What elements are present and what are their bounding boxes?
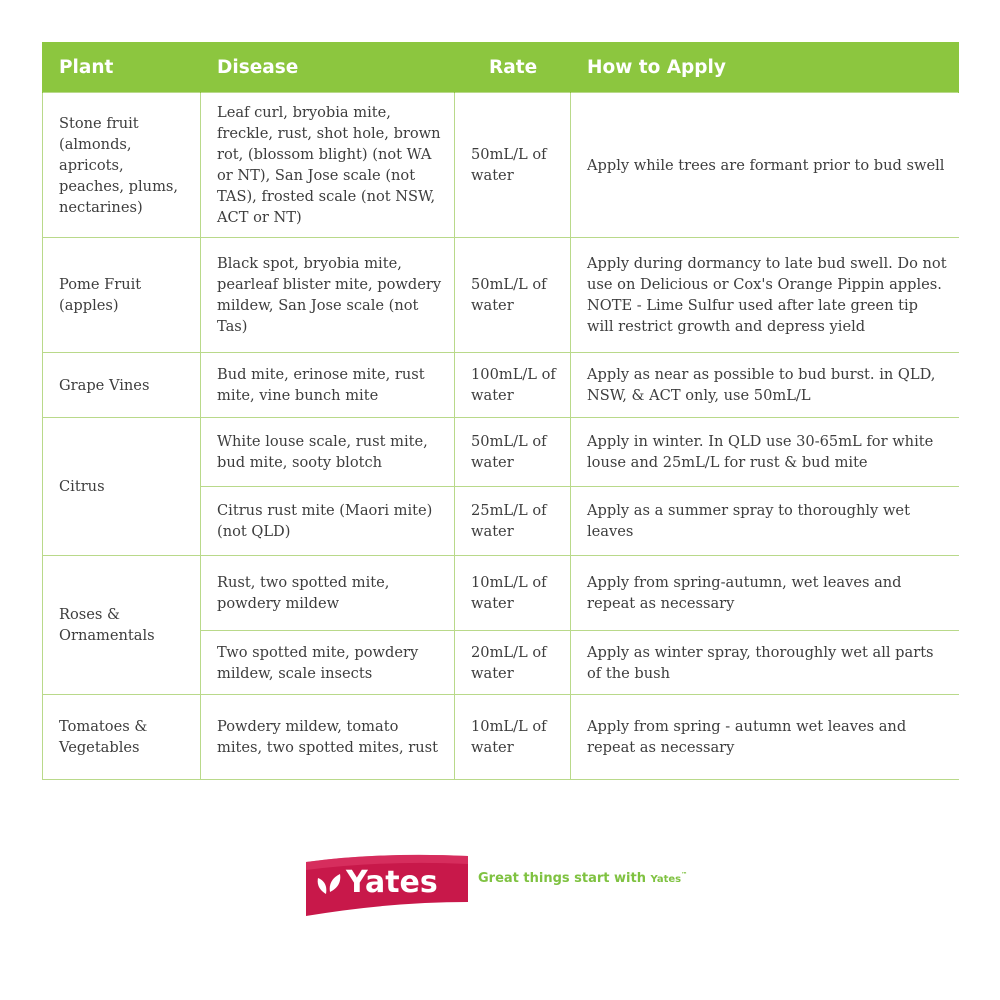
rate-cell: 10mL/L of water — [455, 695, 571, 780]
rate-cell: 50mL/L of water — [455, 93, 571, 238]
disease-cell: Leaf curl, bryobia mite, freckle, rust, shot hole, brown rot, (blossom blight) (not WA or NT), San Jose scale (not TAS), frosted scale (not NSW, ACT or NT) — [201, 93, 455, 238]
application-rates-table — [42, 42, 959, 780]
rate-cell: 50mL/L of water — [455, 418, 571, 487]
apply-cell: Apply in winter. In QLD use 30-65mL for white louse and 25mL/L for rust & bud mite — [571, 418, 959, 487]
apply-cell: Apply from spring - autumn wet leaves and repeat as necessary — [571, 695, 959, 780]
tagline-brand: Yates — [650, 874, 682, 885]
table-header-row — [43, 42, 959, 93]
plant-cell: Stone fruit (almonds, apricots, peaches, plums, nectarines) — [43, 93, 201, 238]
header-rate: Rate — [455, 42, 571, 93]
rate-cell: 20mL/L of water — [455, 631, 571, 695]
table-row — [43, 695, 959, 780]
rate-cell: 10mL/L of water — [455, 556, 571, 631]
plant-cell: Roses & Ornamentals — [43, 556, 201, 695]
yates-logo — [300, 852, 472, 918]
rate-cell: 50mL/L of water — [455, 238, 571, 353]
plant-cell: Grape Vines — [43, 353, 201, 418]
disease-cell: Powdery mildew, tomato mites, two spotted mites, rust — [201, 695, 455, 780]
header-how-to-apply: How to Apply — [571, 42, 959, 93]
rate-cell: 100mL/L of water — [455, 353, 571, 418]
brand-footer — [300, 852, 720, 922]
logo-wordmark: Yates — [346, 865, 438, 900]
apply-cell: Apply during dormancy to late bud swell. Do not use on Delicious or Cox's Orange Pippin apples. NOTE - Lime Sulfur used after late green tip will restrict growth and depress yield — [571, 238, 959, 353]
apply-cell: Apply as winter spray, thoroughly wet all parts of the bush — [571, 631, 959, 695]
disease-cell: Citrus rust mite (Maori mite) (not QLD) — [201, 487, 455, 556]
disease-cell: Rust, two spotted mite, powdery mildew — [201, 556, 455, 631]
application-rates-table-container — [42, 42, 958, 780]
disease-cell: Bud mite, erinose mite, rust mite, vine bunch mite — [201, 353, 455, 418]
table-row — [43, 93, 959, 238]
apply-cell: Apply as near as possible to bud burst. in QLD, NSW, & ACT only, use 50mL/L — [571, 353, 959, 418]
apply-cell: Apply as a summer spray to thoroughly wet leaves — [571, 487, 959, 556]
rate-cell: 25mL/L of water — [455, 487, 571, 556]
plant-cell: Tomatoes & Vegetables — [43, 695, 201, 780]
disease-cell: White louse scale, rust mite, bud mite, sooty blotch — [201, 418, 455, 487]
table-row — [43, 418, 959, 487]
header-plant: Plant — [43, 42, 201, 93]
trademark-symbol: ™ — [681, 871, 688, 879]
brand-tagline — [478, 871, 687, 886]
table-row — [43, 238, 959, 353]
tagline-text: Great things start with — [478, 871, 646, 886]
disease-cell: Two spotted mite, powdery mildew, scale insects — [201, 631, 455, 695]
disease-cell: Black spot, bryobia mite, pearleaf blister mite, powdery mildew, San Jose scale (not Tas) — [201, 238, 455, 353]
plant-cell: Citrus — [43, 418, 201, 556]
apply-cell: Apply while trees are formant prior to bud swell — [571, 93, 959, 238]
header-disease: Disease — [201, 42, 455, 93]
apply-cell: Apply from spring-autumn, wet leaves and repeat as necessary — [571, 556, 959, 631]
plant-cell: Pome Fruit (apples) — [43, 238, 201, 353]
table-row — [43, 353, 959, 418]
table-row — [43, 556, 959, 631]
